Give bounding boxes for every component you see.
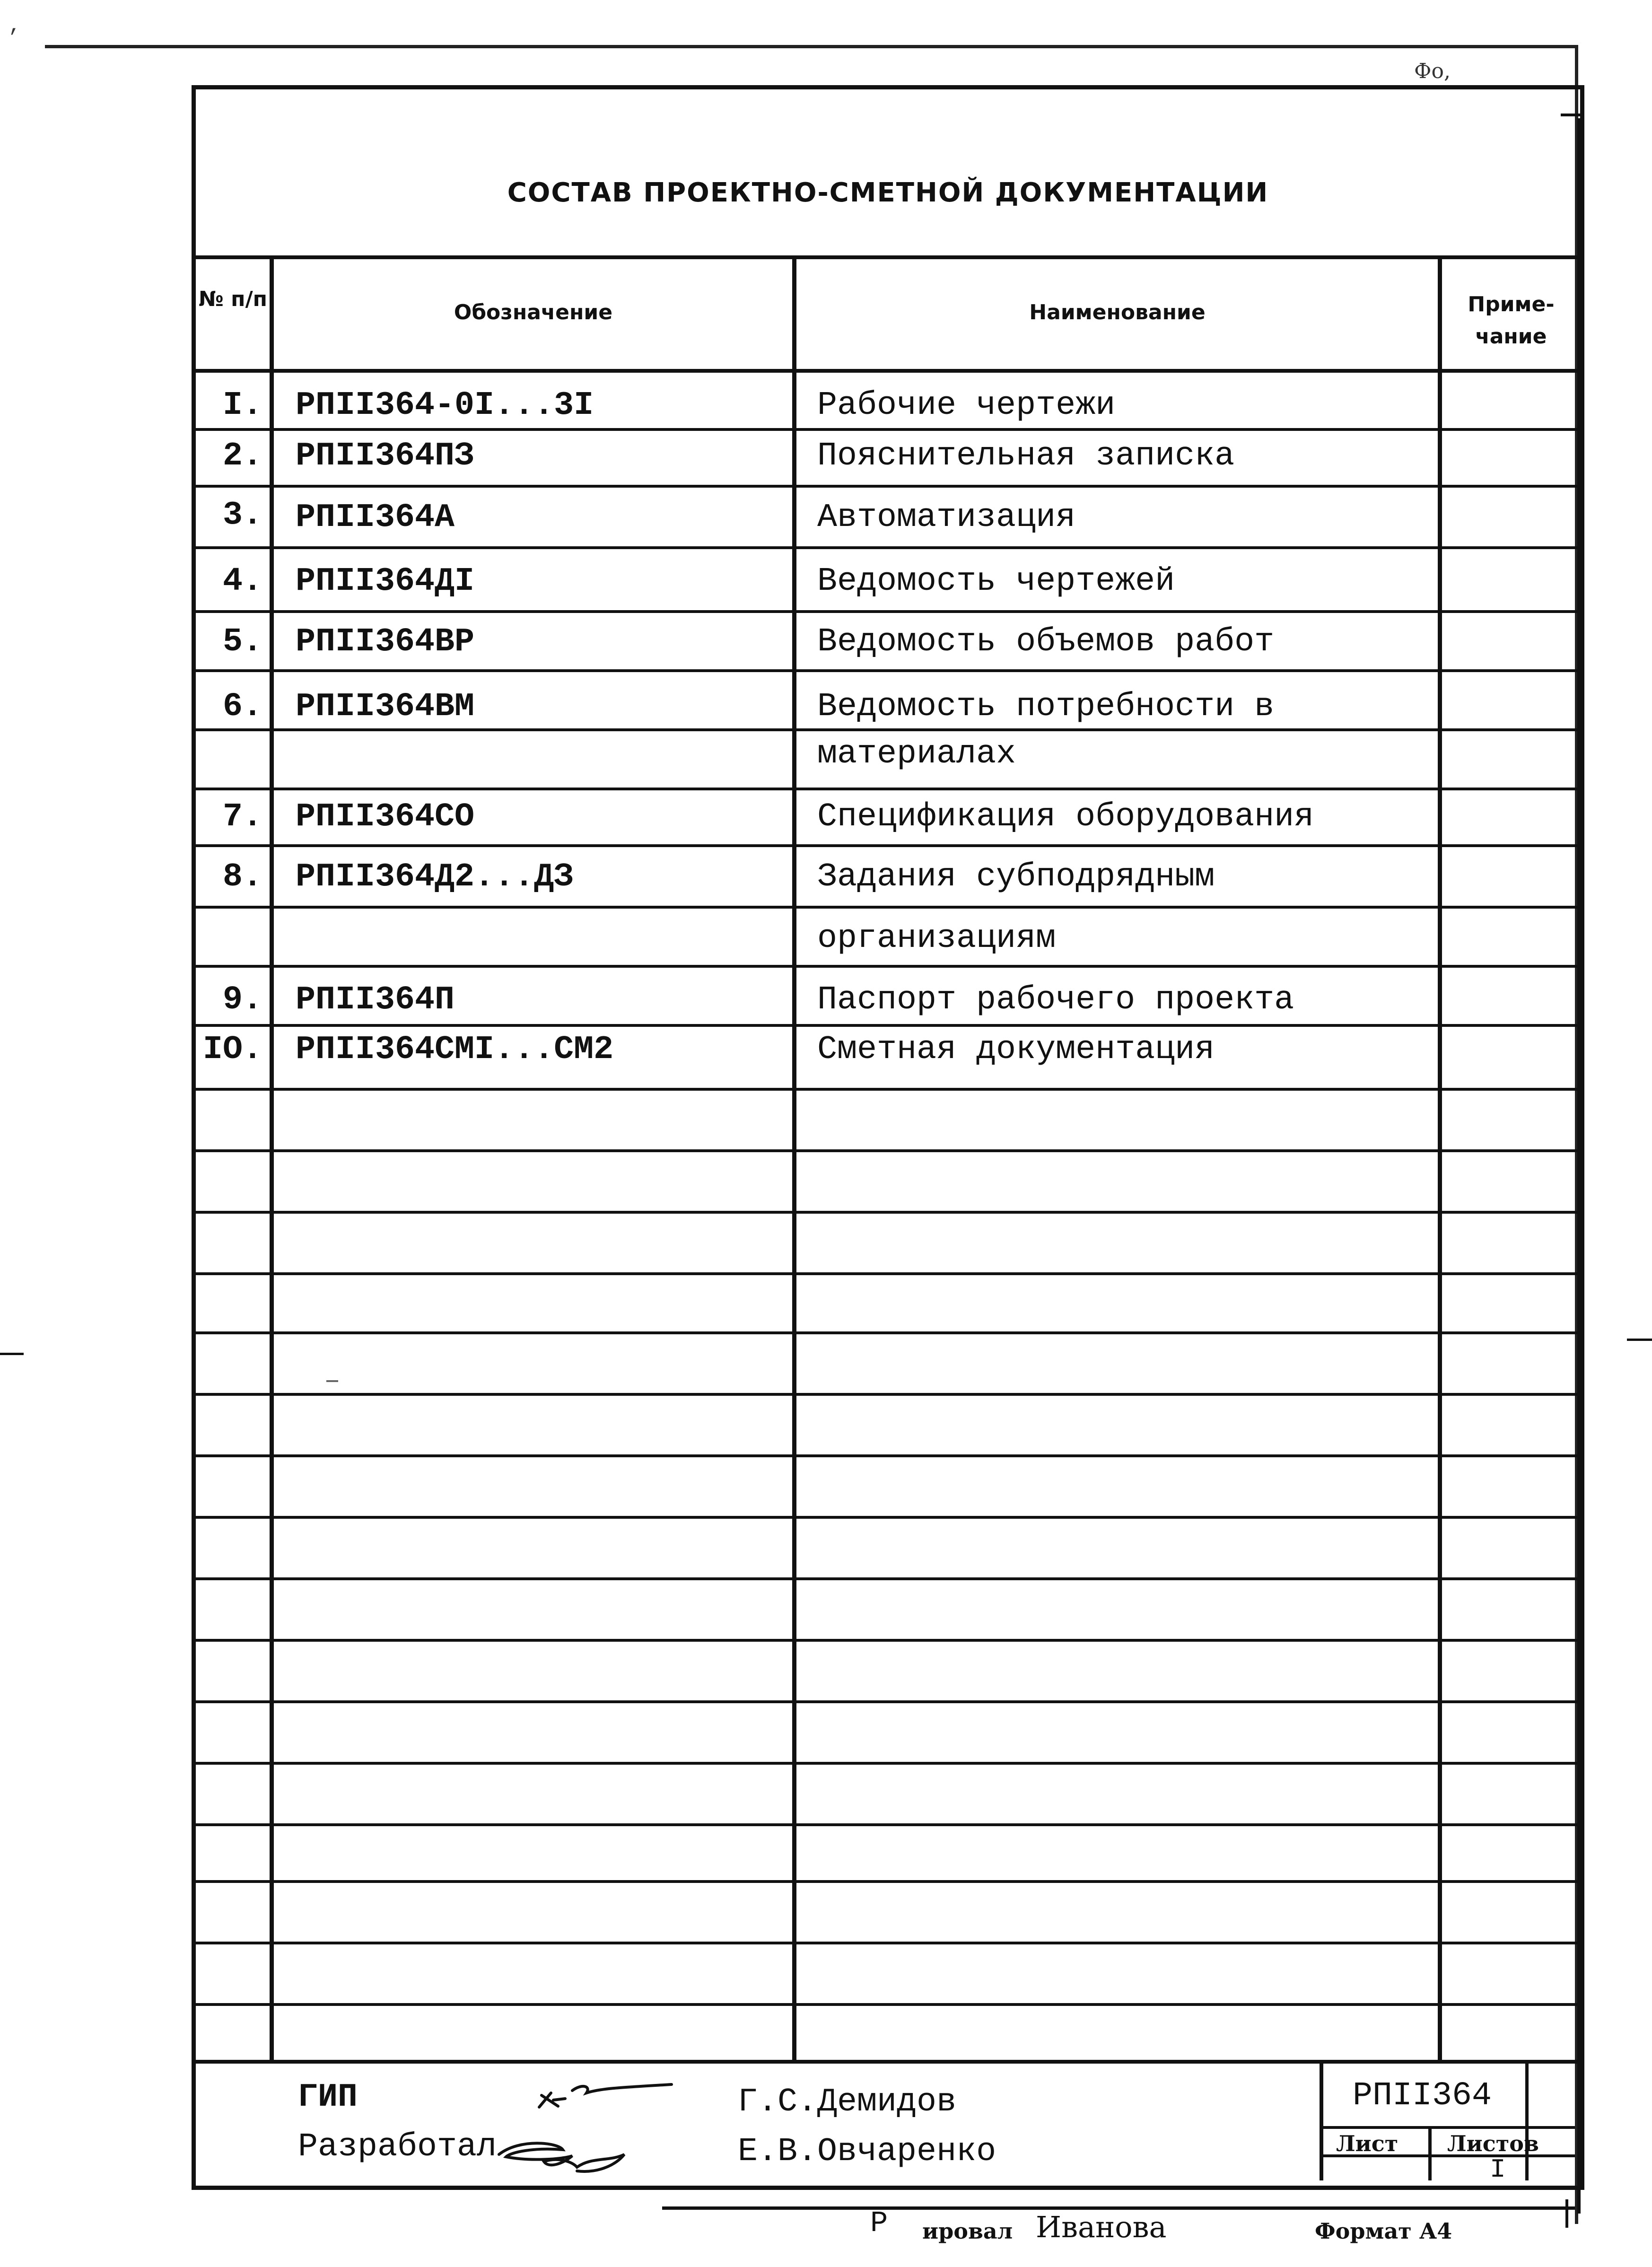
role-developer: Разработал [298, 2128, 497, 2166]
row-number: 2. [222, 438, 262, 475]
row-code: РПII364Д2...ДЗ [296, 858, 574, 896]
row-line [192, 1454, 1584, 1457]
row-number: 7. [222, 798, 262, 836]
stray-mark [326, 1380, 338, 1382]
sheets-label: Листов [1447, 2131, 1539, 2156]
row-code: РПII364П [296, 981, 455, 1019]
row-name-continued: материалах [817, 735, 1016, 773]
corner-tick: , [9, 14, 21, 38]
header-note: Приме- чание [1468, 292, 1555, 349]
copied-name: Иванова [1036, 2210, 1167, 2244]
row-line [192, 1700, 1584, 1703]
title-divider [192, 255, 1584, 259]
row-line [192, 906, 1584, 909]
stamp-box-mid [1320, 2126, 1575, 2129]
row-line [192, 965, 1584, 968]
person-chief-engineer: Г.С.Демидов [738, 2083, 957, 2121]
sheets-value: I [1490, 2154, 1506, 2185]
row-number: 5. [222, 623, 262, 661]
corner-mark: Фо, [1414, 59, 1451, 83]
left-margin-tick [0, 1353, 24, 1355]
row-number: I. [222, 387, 262, 424]
row-code: РПII364-0I...3I [296, 387, 594, 424]
row-line [192, 1577, 1584, 1580]
corner-tick-bottom [1565, 2199, 1568, 2228]
row-name-continued: организациям [817, 920, 1056, 957]
row-number: IO. [202, 1031, 262, 1068]
row-line [192, 546, 1584, 549]
doc-code: РПII364 [1353, 2077, 1492, 2115]
header-num: № п/п [198, 287, 268, 311]
stamp-box-split [1428, 2126, 1432, 2180]
row-line [192, 1880, 1584, 1883]
role-chief-engineer: ГИП [298, 2079, 358, 2116]
table-bottom-line [192, 2060, 1584, 2064]
row-number: 8. [222, 858, 262, 896]
row-number: 3. [222, 497, 262, 534]
signature-chief-engineer [530, 2074, 700, 2117]
row-name: Ведомость потребности в [817, 688, 1275, 726]
row-number: 4. [222, 563, 262, 600]
row-code: РПII364СМI...СМ2 [296, 1031, 614, 1068]
row-name: Спецификация оборудования [817, 798, 1314, 836]
row-name: Ведомость объемов работ [817, 623, 1275, 661]
right-margin-tick [1627, 1339, 1652, 1341]
person-developer: Е.В.Овчаренко [738, 2133, 996, 2171]
signature-developer [492, 2128, 638, 2180]
row-code: РПII364СО [296, 798, 475, 836]
stamp-box-right [1525, 2062, 1529, 2180]
copied-prefix: Р [870, 2206, 888, 2240]
row-code: РПII364ПЗ [296, 438, 475, 475]
row-name: Рабочие чертежи [817, 387, 1116, 424]
row-line [192, 1762, 1584, 1765]
row-code: РПII364ДI [296, 563, 475, 600]
row-line [192, 1088, 1584, 1091]
header-code: Обозначение [454, 300, 613, 324]
col-divider-num [270, 255, 274, 2062]
sheet-label: Лист [1336, 2131, 1399, 2156]
row-line [192, 1942, 1584, 1944]
row-line [192, 485, 1584, 488]
header-name: Наименование [1029, 300, 1206, 324]
row-name: Паспорт рабочего проекта [817, 981, 1294, 1019]
format-label: Формат А4 [1315, 2218, 1452, 2244]
row-line [192, 1331, 1584, 1334]
stamp-box-left [1320, 2062, 1323, 2180]
row-number: 9. [222, 981, 262, 1019]
row-name: Пояснительная записка [817, 438, 1235, 475]
row-line [192, 669, 1584, 672]
footer-line [662, 2206, 1575, 2210]
row-line [192, 1272, 1584, 1275]
row-line [192, 2003, 1584, 2006]
row-name: Ведомость чертежей [817, 563, 1175, 600]
row-line [192, 428, 1584, 431]
row-number: 6. [222, 688, 262, 726]
row-line [192, 1149, 1584, 1152]
row-name: Задания субподрядным [817, 858, 1215, 896]
row-line [192, 1639, 1584, 1642]
row-line [192, 1516, 1584, 1519]
row-code: РПII364А [296, 499, 455, 536]
copied-label: ировал [922, 2218, 1013, 2244]
header-divider [192, 369, 1584, 373]
row-code: РПII364ВР [296, 623, 475, 661]
row-line [192, 1211, 1584, 1214]
row-line [192, 844, 1584, 847]
row-code: РПII364ВМ [296, 688, 475, 726]
row-line [192, 788, 1584, 790]
col-divider-name [1438, 255, 1442, 2062]
row-line [192, 1024, 1584, 1027]
row-name: Автоматизация [817, 499, 1076, 536]
row-line [192, 1393, 1584, 1396]
row-name: Сметная документация [817, 1031, 1215, 1068]
col-divider-code [792, 255, 796, 2062]
row-line [192, 610, 1584, 613]
row-line [192, 1823, 1584, 1826]
row-line [192, 728, 1584, 731]
document-title: СОСТАВ ПРОЕКТНО-СМЕТНОЙ ДОКУМЕНТАЦИИ [507, 177, 1269, 208]
